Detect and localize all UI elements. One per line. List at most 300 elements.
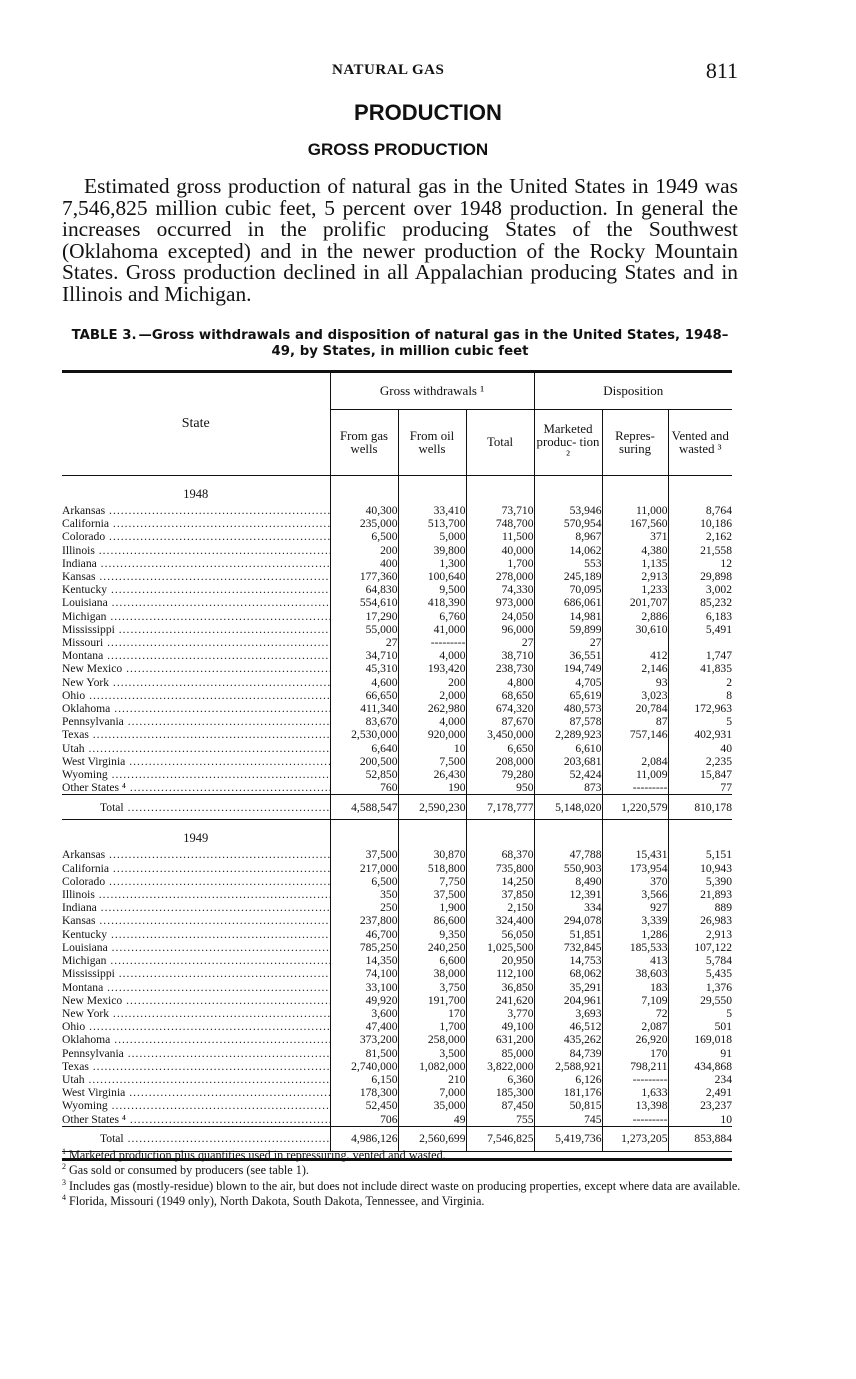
value-cell: 47,400 <box>330 1020 398 1033</box>
value-cell: 73,710 <box>466 504 534 517</box>
value-cell: 11,000 <box>602 504 668 517</box>
value-cell: 190 <box>398 781 466 795</box>
value-cell: 1,135 <box>602 557 668 570</box>
value-cell: 68,650 <box>466 689 534 702</box>
total-value-cell: 5,148,020 <box>534 795 602 820</box>
total-label: Total ..... <box>100 1132 330 1145</box>
value-cell: 15,847 <box>700 768 732 782</box>
footnote <box>62 1177 742 1192</box>
state-name: New York ..... <box>62 1007 330 1020</box>
state-cell <box>62 967 330 980</box>
value-cell: 4,000 <box>398 649 466 662</box>
value-cell: 2,530,000 <box>330 728 398 741</box>
state-cell <box>62 676 330 689</box>
value-cell: 11,500 <box>466 530 534 543</box>
state-cell <box>62 848 330 861</box>
value-cell: 686,061 <box>534 596 602 609</box>
state-name: Arkansas ..... <box>62 848 330 861</box>
state-cell <box>62 781 330 795</box>
total-value-cell: 7,178,777 <box>466 795 534 820</box>
table-row <box>62 755 732 768</box>
year-spacer <box>398 820 466 849</box>
value-cell: 208,000 <box>466 755 534 768</box>
value-cell: 278,000 <box>466 570 534 583</box>
value-cell: 3,500 <box>398 1047 466 1060</box>
value-cell: 6,610 <box>534 742 602 755</box>
footnote-text: Includes gas (mostly-residue) blown to the air, but does not include direct waste on producing properties, except where data are available. <box>69 1179 741 1193</box>
value-cell: 40 <box>720 741 732 755</box>
value-cell: 170 <box>398 1007 466 1020</box>
value-cell: 20,950 <box>466 954 534 967</box>
state-name: West Virginia ..... <box>62 755 330 768</box>
value-cell: 20,784 <box>602 702 668 715</box>
value-cell: 83,670 <box>330 715 398 728</box>
value-cell: 49 <box>398 1113 466 1127</box>
value-cell: 27 <box>330 636 398 649</box>
value-cell: 238,730 <box>466 662 534 675</box>
value-cell: 56,050 <box>466 928 534 941</box>
value-cell: 8,490 <box>534 875 602 888</box>
value-cell: 210 <box>398 1073 466 1086</box>
total-value-cell: 4,986,126 <box>330 1126 398 1151</box>
total-value-cell: 810,178 <box>668 795 732 820</box>
state-cell <box>62 689 330 702</box>
value-cell: 12 <box>720 556 732 570</box>
value-cell: 203,681 <box>534 755 602 768</box>
value-cell: 3,822,000 <box>466 1060 534 1073</box>
header-disposition: Disposition <box>534 372 732 410</box>
value-cell: 193,420 <box>398 662 466 675</box>
state-name: Mississippi ..... <box>62 967 330 980</box>
state-name: Illinois ..... <box>62 888 330 901</box>
value-cell: 1,286 <box>602 928 668 941</box>
state-cell <box>62 981 330 994</box>
value-cell: 183 <box>602 981 668 994</box>
state-name: Montana ..... <box>62 649 330 662</box>
total-row <box>62 795 732 820</box>
value-cell: 40,000 <box>466 544 534 557</box>
state-cell <box>62 1007 330 1020</box>
state-name: Mississippi ..... <box>62 623 330 636</box>
value-cell: 30,610 <box>602 623 668 636</box>
value-cell <box>602 742 668 755</box>
value-cell: 37,850 <box>466 888 534 901</box>
state-cell <box>62 1033 330 1046</box>
value-cell: 33,100 <box>330 981 398 994</box>
value-cell: 24,050 <box>466 610 534 623</box>
value-cell: 10 <box>720 1112 732 1126</box>
value-cell: 480,573 <box>534 702 602 715</box>
state-name: Michigan ..... <box>62 610 330 623</box>
value-cell: 373,200 <box>330 1033 398 1046</box>
state-name: Utah ..... <box>62 1073 330 1086</box>
total-value-cell: 2,590,230 <box>398 795 466 820</box>
value-cell: 91 <box>720 1046 732 1060</box>
value-cell: 8,967 <box>534 530 602 543</box>
state-cell <box>62 755 330 768</box>
state-cell <box>62 504 330 517</box>
value-cell: 1,082,000 <box>398 1060 466 1073</box>
value-cell: 3,770 <box>466 1007 534 1020</box>
gas-table <box>62 370 732 1161</box>
table-row <box>62 610 732 623</box>
value-cell: 77 <box>720 781 732 795</box>
value-cell: 1,376 <box>705 980 732 994</box>
total-value-cell: 2,560,699 <box>398 1126 466 1151</box>
value-cell: 2,588,921 <box>534 1060 602 1073</box>
value-cell: 760 <box>330 781 398 795</box>
value-cell: 47,788 <box>534 848 602 861</box>
value-cell: 5,784 <box>705 954 732 968</box>
state-cell <box>62 636 330 649</box>
state-cell <box>62 530 330 543</box>
footnote-mark: 4 <box>62 1193 66 1203</box>
header-state: State <box>62 372 330 476</box>
value-cell: 920,000 <box>398 728 466 741</box>
year-row <box>62 820 732 849</box>
value-cell: 23,237 <box>700 1099 732 1113</box>
year-spacer <box>668 476 732 505</box>
value-cell: 2,913 <box>602 570 668 583</box>
value-cell: 631,200 <box>466 1033 534 1046</box>
value-cell: 34,710 <box>330 649 398 662</box>
value-cell: 371 <box>602 530 668 543</box>
value-cell: 2,162 <box>705 530 732 544</box>
state-name: New Mexico ..... <box>62 662 330 675</box>
footnote-mark: 1 <box>62 1147 66 1156</box>
value-cell: 745 <box>534 1113 602 1127</box>
state-name: Ohio ..... <box>62 689 330 702</box>
state-name: Indiana ..... <box>62 901 330 914</box>
table-row <box>62 888 732 901</box>
state-cell <box>62 610 330 623</box>
value-cell: 41,000 <box>398 623 466 636</box>
value-cell: --------- <box>398 636 466 649</box>
value-cell: 15,431 <box>602 848 668 861</box>
value-cell: 554,610 <box>330 596 398 609</box>
year-spacer <box>330 820 398 849</box>
state-name: Kentucky ..... <box>62 583 330 596</box>
state-cell <box>62 570 330 583</box>
value-cell: 36,850 <box>466 981 534 994</box>
state-name: Pennsylvania ..... <box>62 1047 330 1060</box>
year-spacer <box>398 476 466 505</box>
state-cell <box>62 888 330 901</box>
value-cell: 217,000 <box>330 862 398 875</box>
value-cell: 334 <box>534 901 602 914</box>
value-cell: 4,800 <box>466 676 534 689</box>
value-cell: 240,250 <box>398 941 466 954</box>
value-cell: 70,095 <box>534 583 602 596</box>
value-cell: 59,899 <box>534 623 602 636</box>
value-cell: 798,211 <box>602 1060 668 1073</box>
table-row <box>62 1099 732 1112</box>
value-cell: 40,300 <box>330 504 398 517</box>
total-value-cell: 7,546,825 <box>466 1126 534 1151</box>
value-cell: 973,000 <box>466 596 534 609</box>
state-name: Kansas ..... <box>62 914 330 927</box>
table-row <box>62 570 732 583</box>
state-name: Louisiana ..... <box>62 596 330 609</box>
footnote-text: Florida, Missouri (1949 only), North Dakota, South Dakota, Tennessee, and Virginia. <box>69 1194 485 1209</box>
value-cell: 38,710 <box>466 649 534 662</box>
value-cell: 85,000 <box>466 1047 534 1060</box>
value-cell: 3,002 <box>705 583 732 597</box>
table-row <box>62 1086 732 1099</box>
table-row <box>62 1007 732 1020</box>
state-cell <box>62 1113 330 1127</box>
subsection-title: GROSS PRODUCTION <box>307 140 489 159</box>
year-label: 1948 <box>62 476 330 505</box>
value-cell: 6,126 <box>534 1073 602 1086</box>
table-caption-text: —Gross withdrawals and disposition of natural gas in the United States, 1948–49, by States, in million cubic feet <box>138 328 729 359</box>
value-cell: 7,500 <box>398 755 466 768</box>
footnote <box>62 1192 742 1207</box>
footnote-mark: 3 <box>62 1177 66 1187</box>
value-cell <box>668 636 732 649</box>
header-from-oil-wells: From oil wells <box>398 410 466 476</box>
value-cell: 107,122 <box>694 940 732 954</box>
value-cell: 1,700 <box>466 557 534 570</box>
value-cell: 50,815 <box>534 1099 602 1112</box>
value-cell: 5,491 <box>705 622 732 636</box>
value-cell: 41,835 <box>700 662 732 676</box>
value-cell: 27 <box>534 636 602 649</box>
value-cell: 418,390 <box>398 596 466 609</box>
value-cell: 735,800 <box>466 862 534 875</box>
value-cell: 5,390 <box>705 874 732 888</box>
value-cell: 64,830 <box>330 583 398 596</box>
table-row <box>62 1060 732 1073</box>
table-row <box>62 848 732 861</box>
state-cell <box>62 649 330 662</box>
value-cell: 169,018 <box>694 1033 732 1047</box>
total-value-cell: 4,588,547 <box>330 795 398 820</box>
table-row <box>62 544 732 557</box>
year-spacer <box>534 476 602 505</box>
value-cell: 6,640 <box>330 742 398 755</box>
value-cell: 39,800 <box>398 544 466 557</box>
value-cell: 889 <box>714 901 732 915</box>
footnote-text: Gas sold or consumed by producers (see table 1). <box>69 1163 309 1178</box>
table-row <box>62 862 732 875</box>
value-cell: 65,619 <box>534 689 602 702</box>
value-cell: 518,800 <box>398 862 466 875</box>
page-number: 811 <box>705 58 738 83</box>
year-label: 1949 <box>62 820 330 849</box>
value-cell: 87 <box>602 715 668 728</box>
value-cell: 14,753 <box>534 954 602 967</box>
state-cell <box>62 557 330 570</box>
total-value-cell: 853,884 <box>668 1126 732 1151</box>
header-gross-withdrawals: Gross withdrawals ¹ <box>330 372 534 410</box>
value-cell: 85,232 <box>700 596 732 610</box>
value-cell: 1,700 <box>398 1020 466 1033</box>
value-cell: 5,151 <box>705 848 732 862</box>
value-cell: 87,450 <box>466 1099 534 1112</box>
value-cell: 5 <box>726 715 732 729</box>
table-row <box>62 1020 732 1033</box>
value-cell: 173,954 <box>602 862 668 875</box>
state-name: Michigan ..... <box>62 954 330 967</box>
value-cell: 513,700 <box>398 517 466 530</box>
value-cell: 87,578 <box>534 715 602 728</box>
value-cell: 37,500 <box>330 848 398 861</box>
value-cell: 1,900 <box>398 901 466 914</box>
value-cell: 927 <box>602 901 668 914</box>
value-cell: 3,023 <box>602 689 668 702</box>
table-row <box>62 517 732 530</box>
value-cell: 4,380 <box>602 544 668 557</box>
value-cell: 6,760 <box>398 610 466 623</box>
state-name: Wyoming ..... <box>62 768 330 781</box>
table-row <box>62 623 732 636</box>
value-cell: 2,000 <box>398 689 466 702</box>
value-cell: 68,370 <box>466 848 534 861</box>
value-cell: 706 <box>330 1113 398 1127</box>
value-cell: 21,893 <box>700 888 732 902</box>
value-cell: 570,954 <box>534 517 602 530</box>
value-cell: 200,500 <box>330 755 398 768</box>
table-row <box>62 676 732 689</box>
state-cell <box>62 914 330 927</box>
value-cell: 435,262 <box>534 1033 602 1046</box>
value-cell: 5 <box>726 1006 732 1020</box>
table-row <box>62 649 732 662</box>
value-cell: 45,310 <box>330 662 398 675</box>
running-title: NATURAL GAS <box>332 62 445 78</box>
state-cell <box>62 728 330 741</box>
value-cell: 74,100 <box>330 967 398 980</box>
value-cell: 191,700 <box>398 994 466 1007</box>
table-row <box>62 781 732 795</box>
value-cell: 53,946 <box>534 504 602 517</box>
value-cell: 7,750 <box>398 875 466 888</box>
value-cell: 49,100 <box>466 1020 534 1033</box>
state-name: Texas ..... <box>62 728 330 741</box>
value-cell: 8,764 <box>705 504 732 517</box>
table-row <box>62 1033 732 1046</box>
state-name: Kentucky ..... <box>62 928 330 941</box>
value-cell: 950 <box>466 781 534 795</box>
value-cell: 3,339 <box>602 914 668 927</box>
state-cell <box>62 941 330 954</box>
value-cell: 250 <box>330 901 398 914</box>
table-row <box>62 768 732 781</box>
state-name: Illinois ..... <box>62 544 330 557</box>
value-cell: 30,870 <box>398 848 466 861</box>
state-name: Louisiana ..... <box>62 941 330 954</box>
value-cell: 6,500 <box>330 530 398 543</box>
state-name: Montana ..... <box>62 981 330 994</box>
value-cell: 6,360 <box>466 1073 534 1086</box>
state-name: Oklahoma ..... <box>62 1033 330 1046</box>
state-name: Indiana ..... <box>62 557 330 570</box>
value-cell: 93 <box>602 676 668 689</box>
value-cell: 177,360 <box>330 570 398 583</box>
year-spacer <box>602 476 668 505</box>
state-name: New Mexico ..... <box>62 994 330 1007</box>
footnote <box>62 1146 742 1161</box>
table-row <box>62 702 732 715</box>
value-cell: 51,851 <box>534 928 602 941</box>
value-cell: 9,350 <box>398 928 466 941</box>
value-cell: 757,146 <box>602 728 668 741</box>
value-cell: 52,850 <box>330 768 398 781</box>
table-row <box>62 1073 732 1086</box>
page-header <box>62 58 738 86</box>
state-name: Colorado ..... <box>62 530 330 543</box>
value-cell: 17,290 <box>330 610 398 623</box>
value-cell: 434,868 <box>694 1059 732 1073</box>
value-cell: 14,981 <box>534 610 602 623</box>
value-cell: 74,330 <box>466 583 534 596</box>
value-cell: 2 <box>726 675 732 689</box>
table-row <box>62 728 732 741</box>
state-cell <box>62 544 330 557</box>
value-cell: 235,000 <box>330 517 398 530</box>
state-name: Utah ..... <box>62 742 330 755</box>
value-cell: 3,750 <box>398 981 466 994</box>
value-cell: 38,603 <box>602 967 668 980</box>
value-cell: 5,435 <box>705 967 732 981</box>
value-cell: 7,000 <box>398 1086 466 1099</box>
value-cell: 755 <box>466 1113 534 1127</box>
value-cell: 4,600 <box>330 676 398 689</box>
year-row <box>62 476 732 505</box>
value-cell: 26,920 <box>602 1033 668 1046</box>
table-row <box>62 914 732 927</box>
state-cell <box>62 702 330 715</box>
state-name: West Virginia ..... <box>62 1086 330 1099</box>
value-cell: 1,747 <box>705 649 732 663</box>
state-name: Colorado ..... <box>62 875 330 888</box>
year-spacer <box>466 820 534 849</box>
table-row <box>62 967 732 980</box>
value-cell: 204,961 <box>534 994 602 1007</box>
value-cell: 674,320 <box>466 702 534 715</box>
value-cell: 87,670 <box>466 715 534 728</box>
value-cell: 100,640 <box>398 570 466 583</box>
section-title: PRODUCTION <box>354 100 502 125</box>
footnote-text: Marketed production plus quantities used in repressuring, vented and wasted. <box>69 1148 446 1163</box>
value-cell: 38,000 <box>398 967 466 980</box>
value-cell: 1,025,500 <box>466 941 534 954</box>
state-name: Wyoming ..... <box>62 1099 330 1112</box>
value-cell: 245,189 <box>534 570 602 583</box>
value-cell: 26,430 <box>398 768 466 781</box>
intro-paragraph: Estimated gross production of natural gas in the United States in 1949 was 7,546,825 million cubic feet, 5 percent over 1948 production. In general the increases occurred in the prolific producing States of the Southwest (Oklahoma excepted) and in the newer production of the Rocky Mountain States. Gross production declined in all Appalachian producing States and in Illinois and Michigan. <box>62 174 738 306</box>
value-cell: 13,398 <box>602 1099 668 1112</box>
table-caption <box>62 328 738 360</box>
state-cell <box>62 994 330 1007</box>
year-spacer <box>466 476 534 505</box>
value-cell: 3,600 <box>330 1007 398 1020</box>
value-cell: 21,558 <box>700 543 732 557</box>
value-cell: 181,176 <box>534 1086 602 1099</box>
state-cell <box>62 928 330 941</box>
table-container <box>62 370 738 1161</box>
state-name: Missouri ..... <box>62 636 330 649</box>
value-cell: 37,500 <box>398 888 466 901</box>
value-cell: 14,350 <box>330 954 398 967</box>
value-cell: 2,491 <box>705 1086 732 1100</box>
value-cell: 2,913 <box>705 927 732 941</box>
state-cell <box>62 768 330 781</box>
table-row <box>62 981 732 994</box>
value-cell: 550,903 <box>534 862 602 875</box>
table-row <box>62 941 732 954</box>
